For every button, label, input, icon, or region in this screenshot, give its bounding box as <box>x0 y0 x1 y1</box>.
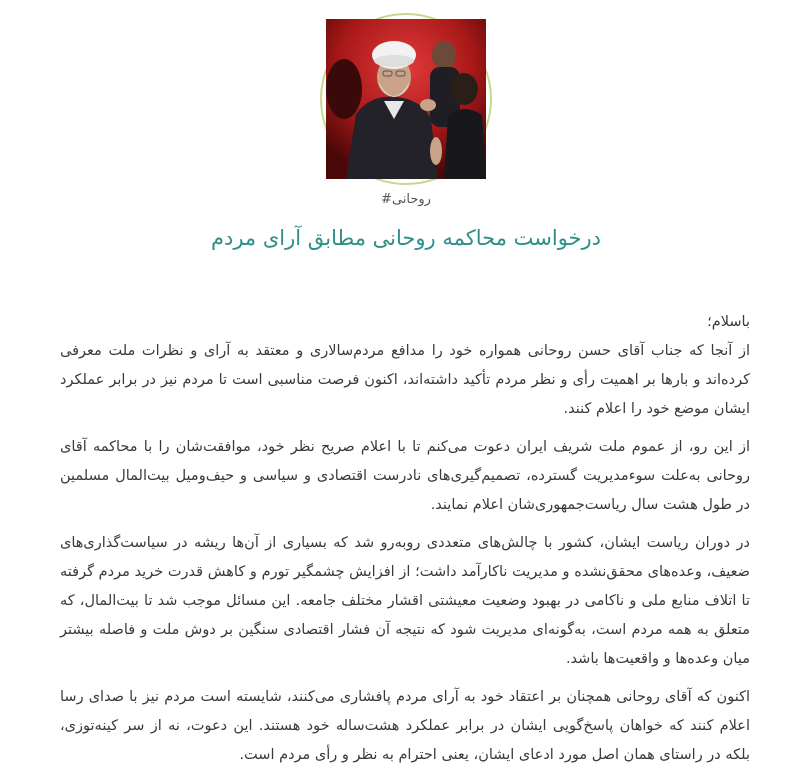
post-hashtag[interactable]: #روحانی <box>381 192 431 207</box>
profile-avatar-frame <box>320 13 492 185</box>
post-paragraph-3: در دوران ریاست ایشان، کشور با چالش‌های متعددی روبه‌رو شد که بسیاری از آن‌ها ریشه در سیاست‌گذاری‌های ضعیف، وعده‌های محقق‌نشده و مدیریت ناکارآمد داشت؛ از افزایش چشمگیر تورم و کاهش قدرت خرید مردم گرفته تا اتلاف منابع ملی و ناکامی در بهبود وضعیت معیشتی اقشار مختلف جامعه. این مسائل موجب شد تا بیت‌المال، که متعلق به همه مردم است، به‌گونه‌ای مدیریت شود که نتیجه آن فشار اقتصادی سنگین بر دوش ملت و فاصله بیشتر میان وعده‌ها و واقعیت‌ها باشد. <box>60 535 750 667</box>
post-paragraph-1: از آنجا که جناب آقای حسن روحانی همواره خود را مدافع مردم‌سالاری و معتقد به آرای و نظرات ملت معرفی کرده‌اند و بارها بر اهمیت رأی و نظر مردم تأکید داشته‌اند، اکنون فرصت مناسبی است تا مردم نیز در برابر عملکرد ایشان موضع خود را اعلام کنند. <box>60 343 750 417</box>
post-greeting: باسلام؛ <box>707 314 750 330</box>
photo-illustration <box>326 19 486 179</box>
post-paragraph-4: اکنون که آقای روحانی همچنان بر اعتقاد خود به آرای مردم پافشاری می‌کنند، شایسته است مردم نیز با صدای رسا اعلام کنند که خواهان پاسخ‌گویی ایشان در برابر عملکرد هشت‌ساله خود هستند. این دعوت، نه از سر کینه‌توزی، بلکه در راستای همان اصل مورد ادعای ایشان، یعنی احترام به نظر و رأی مردم است. <box>60 689 750 763</box>
post-title: درخواست محاکمه روحانی مطابق آرای مردم <box>210 226 602 250</box>
post-paragraph-2: از این رو، از عموم ملت شریف ایران دعوت می‌کنم تا با اعلام صریح نظر خود، موافقت‌شان را با محاکمه آقای روحانی به‌علت سوءمدیریت گسترده، تصمیم‌گیری‌های نادرست اقتصادی و سیاسی و حیف‌ومیل بیت‌المال مسلمین در طول هشت سال ریاست‌جمهوری‌شان اعلام نمایند. <box>60 439 750 513</box>
post-body <box>60 308 750 779</box>
post-photo <box>326 19 486 179</box>
